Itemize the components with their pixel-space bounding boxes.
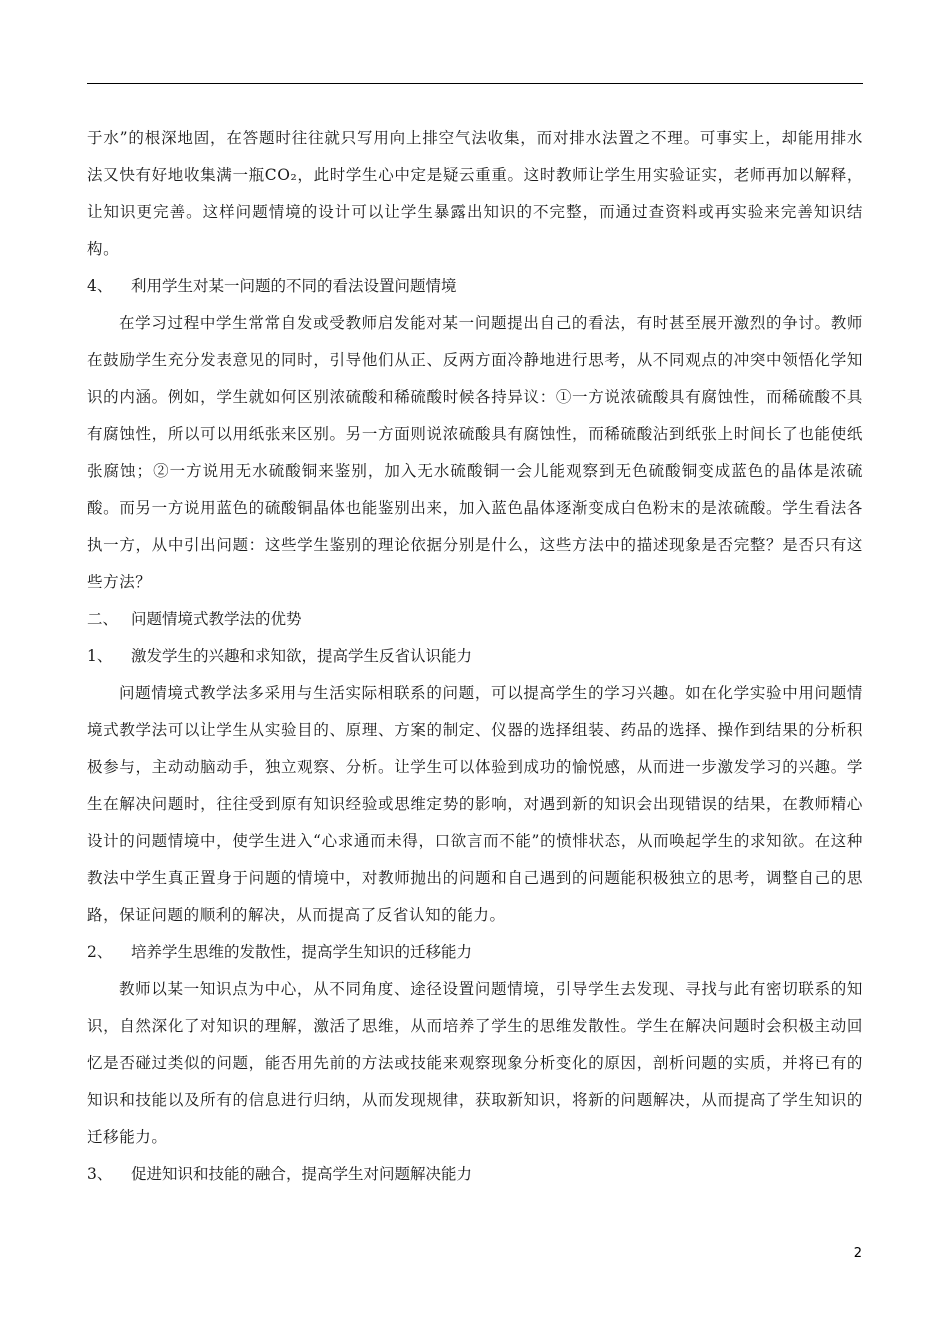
section-heading-two [87,601,863,638]
heading-number: 2、 [87,943,113,961]
paragraph-continued: 于水”的根深地固，在答题时往往就只写用向上排空气法收集，而对排水法置之不理。可事实上，却能用排水法又快有好地收集满一瓶CO₂，此时学生心中定是疑云重重。这时教师让学生用实验证实，老师再加以解释，让知识更完善。这样问题情境的设计可以让学生暴露出知识的不完整，而通过查资料或再实验来完善知识结构。 [87,129,863,258]
paragraph-sulfuric-acid: 在学习过程中学生常常自发或受教师启发能对某一问题提出自己的看法，有时甚至展开激烈的争讨。教师在鼓励学生充分发表意见的同时，引导他们从正、反两方面冷静地进行思考，从不同观点的冲突中领悟化学知识的内涵。例如，学生就如何区别浓硫酸和稀硫酸时候各持异议：①一方说浓硫酸具有腐蚀性，而稀硫酸不具有腐蚀性，所以可以用纸张来区别。另一方面则说浓硫酸具有腐蚀性，而稀硫酸沾到纸张上时间长了也能使纸张腐蚀；②一方说用无水硫酸铜来鉴别，加入无水硫酸铜一会儿能观察到无色硫酸铜变成蓝色的晶体是浓硫酸。而另一方说用蓝色的硫酸铜晶体也能鉴别出来，加入蓝色晶体逐渐变成白色粉末的是浓硫酸。学生看法各执一方，从中引出问题：这些学生鉴别的理论依据分别是什么，这些方法中的描述现象是否完整？是否只有这些方法？ [87,314,863,591]
heading-number: 4、 [87,277,113,295]
heading-number: 二、 [87,610,119,628]
heading-text: 培养学生思维的发散性，提高学生知识的迁移能力 [131,943,473,961]
heading-text: 促进知识和技能的融合，提高学生对问题解决能力 [131,1165,473,1183]
section-heading-4 [87,268,863,305]
heading-number: 1、 [87,647,113,665]
page-number: 2 [853,1246,862,1261]
section-heading-1 [87,638,863,675]
paragraph-interest: 问题情境式教学法多采用与生活实际相联系的问题，可以提高学生的学习兴趣。如在化学实验中用问题情境式教学法可以让学生从实验目的、原理、方案的制定、仪器的选择组装、药品的选择、操作到结果的分析积极参与，主动动脑动手，独立观察、分析。让学生可以体验到成功的愉悦感，从而进一步激发学习的兴趣。学生在解决问题时，往往受到原有知识经验或思维定势的影响，对遇到新的知识会出现错误的结果，在教师精心设计的问题情境中，使学生进入“心求通而未得，口欲言而不能”的愤悱状态，从而唤起学生的求知欲。在这种教法中学生真正置身于问题的情境中，对教师抛出的问题和自己遇到的问题能积极独立的思考，调整自己的思路，保证问题的顺利的解决，从而提高了反省认知的能力。 [87,684,863,924]
heading-text: 利用学生对某一问题的不同的看法设置问题情境 [131,277,457,295]
section-heading-2 [87,934,863,971]
header-rule [87,83,863,84]
section-heading-3 [87,1156,863,1193]
document-body [87,120,863,1193]
paragraph-divergent-thinking: 教师以某一知识点为中心，从不同角度、途径设置问题情境，引导学生去发现、寻找与此有密切联系的知识，自然深化了对知识的理解，激活了思维，从而培养了学生的思维发散性。学生在解决问题时会积极主动回忆是否碰过类似的问题，能否用先前的方法或技能来观察现象分析变化的原因，剖析问题的实质，并将已有的知识和技能以及所有的信息进行归纳，从而发现规律，获取新知识，将新的问题解决，从而提高了学生知识的迁移能力。 [87,980,863,1146]
heading-text: 激发学生的兴趣和求知欲，提高学生反省认识能力 [131,647,473,665]
heading-number: 3、 [87,1165,113,1183]
heading-text: 问题情境式教学法的优势 [131,610,302,628]
